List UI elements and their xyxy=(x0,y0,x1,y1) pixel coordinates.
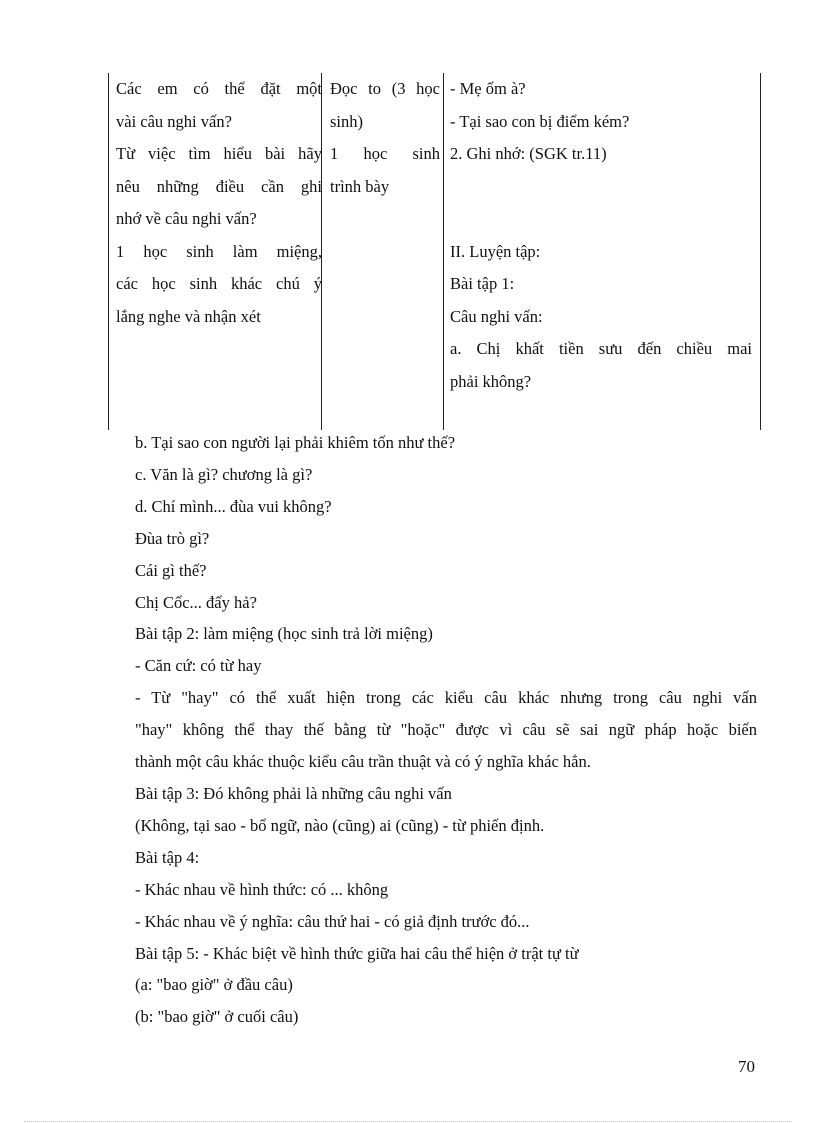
text-line: "hay" không thể thay thế bằng từ "hoặc" được vì câu sẽ sai ngữ pháp hoặc biến xyxy=(135,720,757,740)
text-line: - Khác nhau về hình thức: có ... không xyxy=(135,879,389,899)
table-line: a. Chị khất tiền sưu đến chiều mai xyxy=(450,339,752,358)
text-line: - Từ "hay" có thể xuất hiện trong các kiểu câu khác nhưng trong câu nghi vấn xyxy=(135,688,757,708)
text-line: (Không, tại sao - bổ ngữ, nào (cũng) ai (cũng) - từ phiến định. xyxy=(135,815,545,835)
body-text xyxy=(135,427,757,1033)
text-line: - Khác nhau về ý nghĩa: câu thứ hai - có giả định trước đó... xyxy=(135,911,530,931)
table-line: phải không? xyxy=(450,371,532,391)
table-line: 2. Ghi nhớ: (SGK tr.11) xyxy=(450,144,607,163)
text-line: Bài tập 5: - Khác biệt về hình thức giữa hai câu thể hiện ở trật tự từ xyxy=(135,943,579,963)
table-line: II. Luyện tập: xyxy=(450,241,541,261)
table-line: Từ việc tìm hiểu bài hãy xyxy=(116,144,322,163)
content-column xyxy=(450,73,752,398)
text-line: Đùa trò gì? xyxy=(135,528,210,548)
table-line: các học sinh khác chú ý xyxy=(116,274,322,293)
table-line: 1 học sinh xyxy=(330,144,440,163)
text-line: thành một câu khác thuộc kiểu câu trần thuật và có ý nghĩa khác hẳn. xyxy=(135,752,591,772)
table-line: 1 học sinh làm miệng, xyxy=(116,241,322,261)
text-line: Cái gì thế? xyxy=(135,560,207,580)
table-line: nhớ về câu nghi vấn? xyxy=(116,209,257,228)
table-line: vài câu nghi vấn? xyxy=(116,111,232,131)
text-line: - Căn cứ: có từ hay xyxy=(135,656,262,676)
text-line: b. Tại sao con người lại phải khiêm tốn như thế? xyxy=(135,433,456,452)
student-activity-column xyxy=(330,73,440,203)
text-line: Chị Cốc... đấy hả? xyxy=(135,592,257,612)
table-line: - Mẹ ốm à? xyxy=(450,79,526,98)
table-line: - Tại sao con bị điểm kém? xyxy=(450,111,630,131)
table-line: Câu nghi vấn: xyxy=(450,306,543,326)
table-line: Các em có thể đặt một xyxy=(116,79,322,98)
table-line: Đọc to (3 học xyxy=(330,79,440,98)
text-line: Bài tập 2: làm miệng (học sinh trả lời miệng) xyxy=(135,624,433,644)
text-line: c. Văn là gì? chương là gì? xyxy=(135,464,313,484)
text-line: Bài tập 3: Đó không phải là những câu nghi vấn xyxy=(135,783,452,803)
table-line xyxy=(450,203,752,236)
text-line: Bài tập 4: xyxy=(135,847,200,867)
table-line: sinh) xyxy=(330,111,363,131)
teacher-activity-column xyxy=(116,73,322,333)
footer-divider xyxy=(24,1121,792,1122)
text-line: (b: "bao giờ" ở cuối câu) xyxy=(135,1007,299,1027)
table-line: Bài tập 1: xyxy=(450,274,515,293)
table-divider-2 xyxy=(443,73,444,430)
text-line: d. Chí mình... đùa vui không? xyxy=(135,496,332,516)
table-border-left xyxy=(108,73,109,430)
text-line: (a: "bao giờ" ở đầu câu) xyxy=(135,975,293,995)
table-line: nêu những điều cần ghi xyxy=(116,176,322,196)
lesson-table xyxy=(108,73,761,430)
table-line: trình bày xyxy=(330,176,390,196)
page-number: 70 xyxy=(738,1057,755,1076)
table-border-right xyxy=(760,73,761,430)
table-line xyxy=(450,171,752,204)
table-line: lắng nghe và nhận xét xyxy=(116,306,261,326)
